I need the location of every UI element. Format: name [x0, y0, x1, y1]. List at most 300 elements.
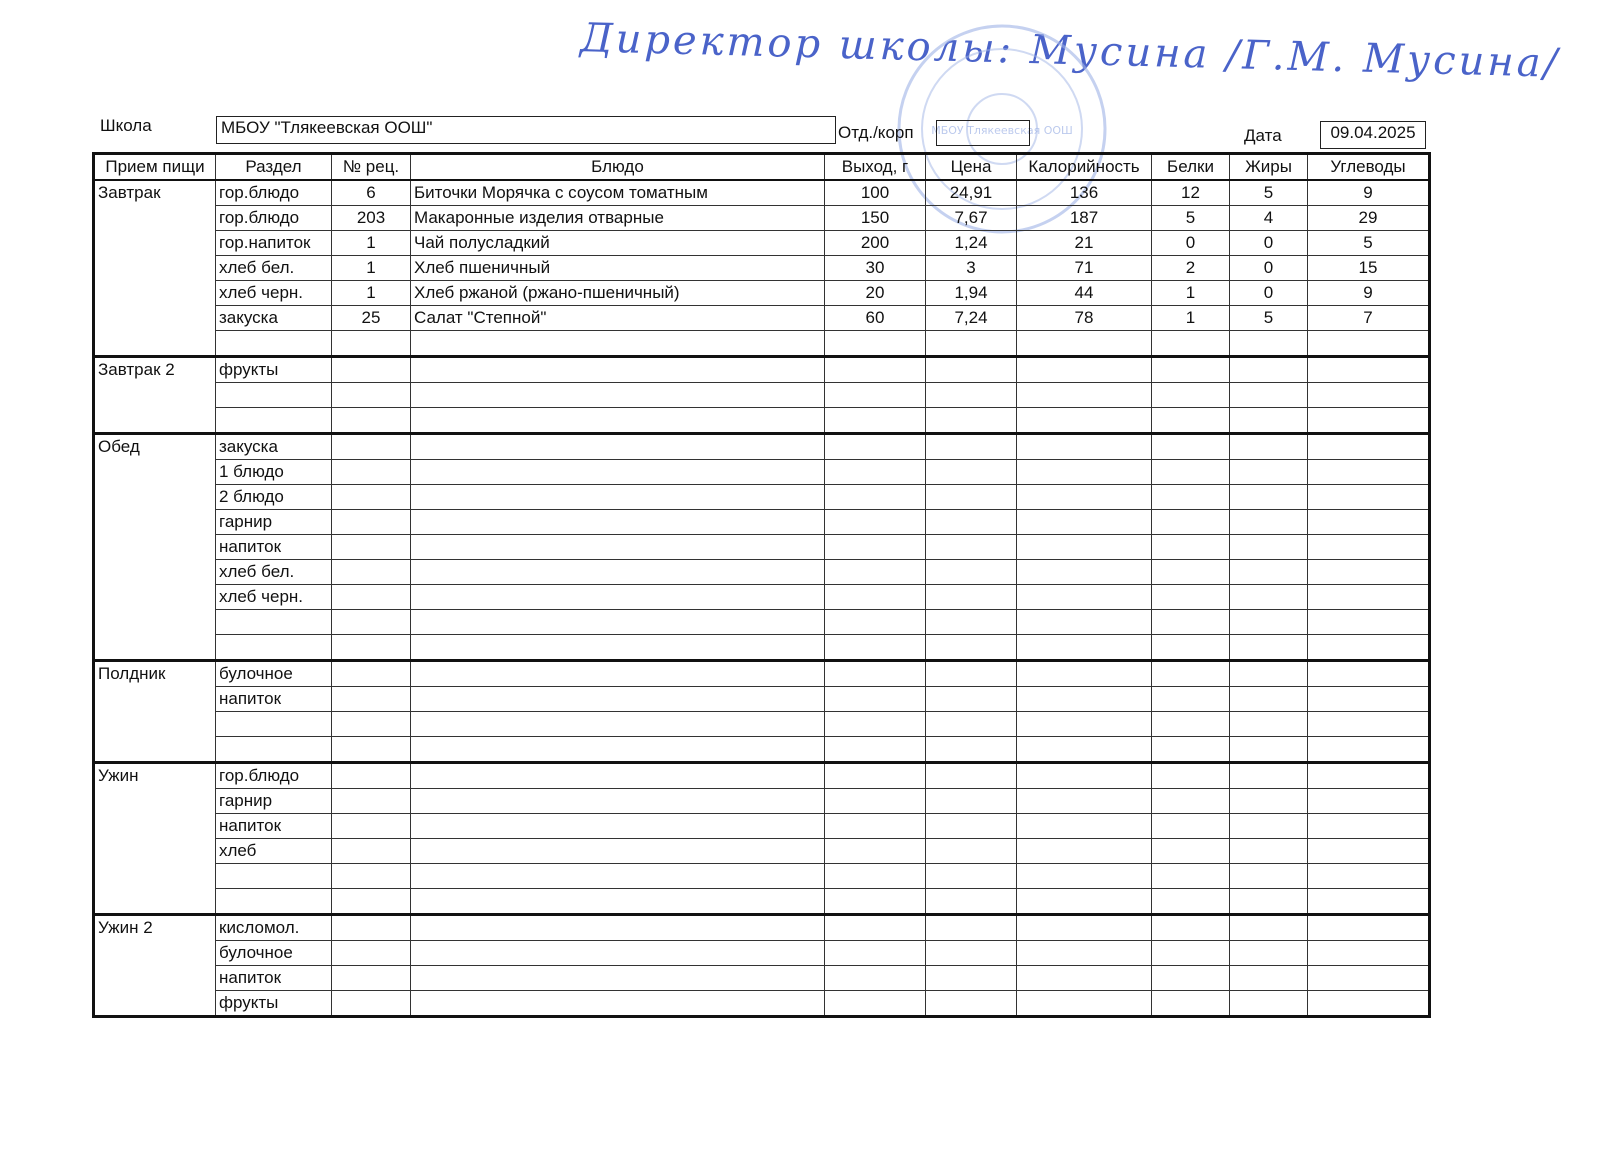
table-row [94, 281, 1430, 306]
section-cell [216, 383, 332, 408]
carbs-cell [1308, 687, 1430, 712]
dish-cell: Макаронные изделия отварные [411, 206, 825, 231]
protein-cell [1152, 560, 1230, 585]
section-cell [216, 635, 332, 661]
recipe-cell [332, 585, 411, 610]
carbs-cell [1308, 460, 1430, 485]
fat-cell [1230, 789, 1308, 814]
section-cell: булочное [216, 941, 332, 966]
recipe-cell [332, 763, 411, 789]
yield-cell: 30 [825, 256, 926, 281]
kcal-cell [1017, 737, 1152, 763]
price-cell: 7,24 [926, 306, 1017, 331]
recipe-cell [332, 434, 411, 460]
carbs-cell [1308, 635, 1430, 661]
recipe-cell [332, 408, 411, 434]
kcal-cell: 187 [1017, 206, 1152, 231]
recipe-cell: 1 [332, 231, 411, 256]
kcal-cell: 136 [1017, 180, 1152, 206]
carbs-cell: 5 [1308, 231, 1430, 256]
table-row [94, 635, 1430, 661]
protein-cell [1152, 661, 1230, 687]
protein-cell [1152, 434, 1230, 460]
price-cell [926, 737, 1017, 763]
dish-cell [411, 712, 825, 737]
date-field[interactable]: 09.04.2025 [1320, 121, 1426, 149]
dish-cell [411, 889, 825, 915]
protein-cell [1152, 510, 1230, 535]
yield-cell [825, 434, 926, 460]
table-row [94, 789, 1430, 814]
recipe-cell [332, 661, 411, 687]
price-cell [926, 839, 1017, 864]
fat-cell [1230, 357, 1308, 383]
kcal-cell: 78 [1017, 306, 1152, 331]
recipe-cell [332, 712, 411, 737]
fat-cell: 0 [1230, 256, 1308, 281]
table-row [94, 864, 1430, 889]
carbs-cell [1308, 941, 1430, 966]
protein-cell [1152, 535, 1230, 560]
carbs-cell [1308, 408, 1430, 434]
kcal-cell: 71 [1017, 256, 1152, 281]
carbs-cell [1308, 535, 1430, 560]
price-cell [926, 889, 1017, 915]
fat-cell [1230, 661, 1308, 687]
yield-cell [825, 915, 926, 941]
yield-cell [825, 763, 926, 789]
yield-cell [825, 712, 926, 737]
yield-cell [825, 864, 926, 889]
table-row [94, 434, 1430, 460]
section-cell [216, 889, 332, 915]
table-row [94, 331, 1430, 357]
protein-cell [1152, 889, 1230, 915]
fat-cell [1230, 560, 1308, 585]
fat-cell [1230, 814, 1308, 839]
table-row [94, 889, 1430, 915]
dish-cell [411, 331, 825, 357]
col-header: № рец. [332, 154, 411, 181]
kcal-cell [1017, 789, 1152, 814]
carbs-cell [1308, 814, 1430, 839]
table-row [94, 763, 1430, 789]
yield-cell [825, 737, 926, 763]
menu-body [94, 180, 1430, 1017]
carbs-cell [1308, 991, 1430, 1017]
protein-cell: 1 [1152, 306, 1230, 331]
recipe-cell [332, 789, 411, 814]
carbs-cell [1308, 712, 1430, 737]
yield-cell [825, 535, 926, 560]
yield-cell [825, 585, 926, 610]
price-cell: 7,67 [926, 206, 1017, 231]
carbs-cell [1308, 789, 1430, 814]
table-row [94, 560, 1430, 585]
kcal-cell [1017, 408, 1152, 434]
recipe-cell [332, 737, 411, 763]
carbs-cell: 9 [1308, 180, 1430, 206]
section-cell: напиток [216, 687, 332, 712]
protein-cell: 1 [1152, 281, 1230, 306]
protein-cell: 12 [1152, 180, 1230, 206]
price-cell [926, 991, 1017, 1017]
protein-cell: 5 [1152, 206, 1230, 231]
dish-cell [411, 357, 825, 383]
recipe-cell [332, 331, 411, 357]
fat-cell [1230, 839, 1308, 864]
price-cell [926, 408, 1017, 434]
col-header: Жиры [1230, 154, 1308, 181]
school-label: Школа [100, 116, 152, 135]
recipe-cell [332, 889, 411, 915]
table-header-row [94, 154, 1430, 181]
table-row [94, 256, 1430, 281]
fat-cell: 5 [1230, 306, 1308, 331]
dept-label: Отд./корп [838, 123, 914, 142]
date-label: Дата [1244, 126, 1282, 145]
protein-cell [1152, 485, 1230, 510]
director-signature: Директор школы: Мусина /Г.М. Мусина/ [579, 15, 1561, 87]
recipe-cell [332, 966, 411, 991]
section-cell [216, 712, 332, 737]
yield-cell [825, 814, 926, 839]
price-cell [926, 535, 1017, 560]
price-cell [926, 560, 1017, 585]
price-cell [926, 610, 1017, 635]
fat-cell [1230, 408, 1308, 434]
recipe-cell: 1 [332, 256, 411, 281]
fat-cell [1230, 966, 1308, 991]
protein-cell [1152, 789, 1230, 814]
price-cell [926, 585, 1017, 610]
col-header: Блюдо [411, 154, 825, 181]
col-header: Прием пищи [94, 154, 216, 181]
carbs-cell [1308, 966, 1430, 991]
protein-cell [1152, 763, 1230, 789]
price-cell [926, 331, 1017, 357]
section-cell: гор.блюдо [216, 206, 332, 231]
yield-cell [825, 485, 926, 510]
section-cell: гарнир [216, 789, 332, 814]
section-cell: гор.блюдо [216, 763, 332, 789]
kcal-cell [1017, 357, 1152, 383]
carbs-cell [1308, 737, 1430, 763]
yield-cell [825, 839, 926, 864]
section-cell: 1 блюдо [216, 460, 332, 485]
carbs-cell: 9 [1308, 281, 1430, 306]
dish-cell [411, 737, 825, 763]
kcal-cell: 21 [1017, 231, 1152, 256]
fat-cell: 5 [1230, 180, 1308, 206]
protein-cell [1152, 864, 1230, 889]
recipe-cell [332, 635, 411, 661]
yield-cell [825, 687, 926, 712]
dish-cell [411, 687, 825, 712]
dish-cell [411, 814, 825, 839]
protein-cell [1152, 383, 1230, 408]
dish-cell [411, 535, 825, 560]
table-row [94, 712, 1430, 737]
kcal-cell [1017, 383, 1152, 408]
section-cell [216, 864, 332, 889]
table-row [94, 610, 1430, 635]
carbs-cell [1308, 383, 1430, 408]
kcal-cell [1017, 434, 1152, 460]
protein-cell [1152, 839, 1230, 864]
dish-cell [411, 839, 825, 864]
table-row [94, 814, 1430, 839]
dish-cell [411, 485, 825, 510]
yield-cell [825, 460, 926, 485]
price-cell [926, 814, 1017, 839]
fat-cell [1230, 485, 1308, 510]
dish-cell [411, 560, 825, 585]
recipe-cell [332, 383, 411, 408]
table-row [94, 510, 1430, 535]
dish-cell [411, 915, 825, 941]
kcal-cell [1017, 687, 1152, 712]
fat-cell [1230, 535, 1308, 560]
fat-cell [1230, 383, 1308, 408]
meal-name: Полдник [94, 661, 216, 763]
protein-cell: 0 [1152, 231, 1230, 256]
carbs-cell [1308, 610, 1430, 635]
section-cell: кисломол. [216, 915, 332, 941]
fat-cell [1230, 510, 1308, 535]
section-cell: булочное [216, 661, 332, 687]
yield-cell [825, 357, 926, 383]
recipe-cell [332, 839, 411, 864]
recipe-cell [332, 535, 411, 560]
price-cell [926, 434, 1017, 460]
table-row [94, 661, 1430, 687]
school-field[interactable]: МБОУ "Тлякеевская ООШ" [216, 116, 836, 144]
dish-cell [411, 763, 825, 789]
fat-cell [1230, 864, 1308, 889]
section-cell [216, 737, 332, 763]
recipe-cell [332, 687, 411, 712]
protein-cell [1152, 941, 1230, 966]
section-cell: напиток [216, 966, 332, 991]
recipe-cell [332, 357, 411, 383]
kcal-cell [1017, 712, 1152, 737]
table-row [94, 839, 1430, 864]
col-header: Цена [926, 154, 1017, 181]
section-cell: гор.блюдо [216, 180, 332, 206]
fat-cell [1230, 941, 1308, 966]
price-cell: 24,91 [926, 180, 1017, 206]
section-cell [216, 331, 332, 357]
yield-cell [825, 966, 926, 991]
price-cell [926, 635, 1017, 661]
dish-cell [411, 460, 825, 485]
section-cell: гор.напиток [216, 231, 332, 256]
table-row [94, 915, 1430, 941]
yield-cell [825, 331, 926, 357]
price-cell [926, 763, 1017, 789]
carbs-cell [1308, 839, 1430, 864]
col-header: Калорийность [1017, 154, 1152, 181]
meal-name: Завтрак [94, 180, 216, 357]
dish-cell [411, 610, 825, 635]
table-row [94, 306, 1430, 331]
protein-cell [1152, 991, 1230, 1017]
yield-cell [825, 635, 926, 661]
recipe-cell [332, 560, 411, 585]
fat-cell [1230, 585, 1308, 610]
carbs-cell [1308, 331, 1430, 357]
carbs-cell [1308, 889, 1430, 915]
section-cell: гарнир [216, 510, 332, 535]
protein-cell: 2 [1152, 256, 1230, 281]
yield-cell [825, 610, 926, 635]
price-cell [926, 383, 1017, 408]
carbs-cell [1308, 560, 1430, 585]
fat-cell [1230, 687, 1308, 712]
kcal-cell [1017, 889, 1152, 915]
dish-cell: Чай полусладкий [411, 231, 825, 256]
protein-cell [1152, 408, 1230, 434]
yield-cell [825, 941, 926, 966]
section-cell: напиток [216, 814, 332, 839]
dish-cell [411, 789, 825, 814]
price-cell [926, 510, 1017, 535]
dish-cell [411, 383, 825, 408]
fat-cell [1230, 889, 1308, 915]
carbs-cell [1308, 485, 1430, 510]
section-cell: закуска [216, 306, 332, 331]
recipe-cell [332, 485, 411, 510]
protein-cell [1152, 585, 1230, 610]
meal-name: Ужин 2 [94, 915, 216, 1017]
table-row [94, 408, 1430, 434]
dish-cell: Хлеб ржаной (ржано-пшеничный) [411, 281, 825, 306]
fat-cell [1230, 712, 1308, 737]
meal-name: Завтрак 2 [94, 357, 216, 434]
dish-cell [411, 864, 825, 889]
kcal-cell [1017, 661, 1152, 687]
yield-cell [825, 383, 926, 408]
carbs-cell: 29 [1308, 206, 1430, 231]
protein-cell [1152, 357, 1230, 383]
section-cell [216, 610, 332, 635]
price-cell: 1,24 [926, 231, 1017, 256]
kcal-cell [1017, 839, 1152, 864]
table-row [94, 460, 1430, 485]
yield-cell: 200 [825, 231, 926, 256]
recipe-cell [332, 915, 411, 941]
kcal-cell [1017, 560, 1152, 585]
dish-cell: Хлеб пшеничный [411, 256, 825, 281]
table-row [94, 206, 1430, 231]
fat-cell: 0 [1230, 281, 1308, 306]
carbs-cell [1308, 510, 1430, 535]
table-row [94, 231, 1430, 256]
recipe-cell: 25 [332, 306, 411, 331]
protein-cell [1152, 635, 1230, 661]
fat-cell [1230, 991, 1308, 1017]
kcal-cell: 44 [1017, 281, 1152, 306]
kcal-cell [1017, 864, 1152, 889]
kcal-cell [1017, 915, 1152, 941]
section-cell: хлеб черн. [216, 281, 332, 306]
carbs-cell [1308, 864, 1430, 889]
recipe-cell [332, 864, 411, 889]
yield-cell: 60 [825, 306, 926, 331]
dish-cell [411, 408, 825, 434]
yield-cell [825, 408, 926, 434]
recipe-cell [332, 510, 411, 535]
kcal-cell [1017, 610, 1152, 635]
carbs-cell [1308, 661, 1430, 687]
table-row [94, 357, 1430, 383]
yield-cell [825, 889, 926, 915]
price-cell [926, 864, 1017, 889]
kcal-cell [1017, 635, 1152, 661]
yield-cell [825, 661, 926, 687]
dept-field[interactable] [936, 120, 1030, 146]
protein-cell [1152, 814, 1230, 839]
yield-cell [825, 789, 926, 814]
dish-cell [411, 585, 825, 610]
section-cell: хлеб черн. [216, 585, 332, 610]
dish-cell [411, 991, 825, 1017]
kcal-cell [1017, 331, 1152, 357]
recipe-cell: 203 [332, 206, 411, 231]
section-cell [216, 408, 332, 434]
section-cell: фрукты [216, 991, 332, 1017]
fat-cell [1230, 434, 1308, 460]
table-row [94, 180, 1430, 206]
table-row [94, 941, 1430, 966]
recipe-cell [332, 814, 411, 839]
dish-cell [411, 966, 825, 991]
table-row [94, 485, 1430, 510]
dish-cell [411, 635, 825, 661]
yield-cell: 100 [825, 180, 926, 206]
fat-cell [1230, 737, 1308, 763]
fat-cell [1230, 763, 1308, 789]
yield-cell [825, 560, 926, 585]
kcal-cell [1017, 535, 1152, 560]
stamp-text: МБОУ Тлякеевская ООШ [931, 124, 1073, 137]
fat-cell [1230, 331, 1308, 357]
carbs-cell [1308, 763, 1430, 789]
kcal-cell [1017, 485, 1152, 510]
recipe-cell: 6 [332, 180, 411, 206]
fat-cell [1230, 915, 1308, 941]
price-cell [926, 941, 1017, 966]
yield-cell: 20 [825, 281, 926, 306]
protein-cell [1152, 966, 1230, 991]
kcal-cell [1017, 941, 1152, 966]
fat-cell [1230, 635, 1308, 661]
price-cell [926, 966, 1017, 991]
dish-cell [411, 661, 825, 687]
price-cell [926, 789, 1017, 814]
protein-cell [1152, 460, 1230, 485]
carbs-cell [1308, 915, 1430, 941]
carbs-cell [1308, 585, 1430, 610]
kcal-cell [1017, 510, 1152, 535]
price-cell [926, 661, 1017, 687]
protein-cell [1152, 687, 1230, 712]
kcal-cell [1017, 966, 1152, 991]
meal-name: Обед [94, 434, 216, 661]
price-cell [926, 687, 1017, 712]
table-row [94, 383, 1430, 408]
